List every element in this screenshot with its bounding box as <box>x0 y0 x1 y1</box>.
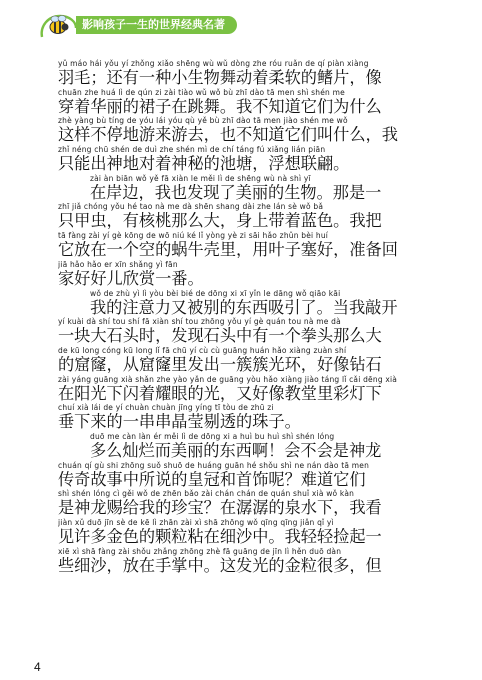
text-line <box>58 402 428 431</box>
chinese-line: 家好好儿欣赏一番。 <box>58 269 204 287</box>
chinese-line: 它放在一个空的蜗牛壳里，用叶子塞好，准备回 <box>58 241 398 259</box>
chinese-line: 在岸边，我也发现了美丽的生物。那是一 <box>90 183 382 201</box>
text-line <box>58 87 428 116</box>
pinyin-line: yí kuài dà shí tou shí fā xiàn shí tou zhōng yǒu yí gè quán tou nà me dà <box>58 317 341 327</box>
pinyin-line: chuán qí gù shi zhōng suǒ shuō de huáng guān hé shǒu shì ne nán dào tā men <box>58 460 370 470</box>
pinyin-line: xiē xì shā fàng zài shǒu zhǎng zhōng zhè fā guāng de jīn lì hěn duō dàn <box>58 546 342 556</box>
chinese-line: 是神龙赐给我的珍宝？在潺潺的泉水下，我看 <box>58 499 382 517</box>
pinyin-line: wǒ de zhù yì lì yòu bèi bié de dōng xi xī yǐn le dāng wǒ qiāo kāi <box>90 288 341 298</box>
pinyin-line: yǔ máo hái yǒu yí zhǒng xiǎo shēng wù wǔ dòng zhe róu ruǎn de qí piàn xiàng <box>58 59 369 68</box>
text-line <box>58 316 428 345</box>
chinese-line: 在阳光下闪着耀眼的光，又好像教堂里彩灯下 <box>58 384 382 402</box>
pinyin-line: zài àn biān wǒ yě fā xiàn le měi lì de shēng wù nà shì yī <box>90 173 311 183</box>
text-line <box>58 345 428 374</box>
chinese-line: 羽毛；还有一种小生物舞动着柔软的鳍片，像 <box>58 69 382 86</box>
text-line <box>58 488 428 517</box>
chinese-line: 只甲虫，有核桃那么大，身上带着蓝色。我把 <box>58 212 382 230</box>
pinyin-line: duō me càn làn ér měi lì de dōng xi a huì bu huì shì shén lóng <box>90 431 335 441</box>
chinese-line: 这样不停地游来游去，也不知道它们叫什么，我 <box>58 126 398 144</box>
pinyin-line: chuān zhe huá lì de qún zi zài tiào wǔ wǒ bù zhī dào tā men shì shén me <box>58 87 345 97</box>
bee-logo-icon <box>38 10 80 40</box>
pinyin-line: jiā hǎo hǎo er xīn shǎng yì fān <box>58 259 178 269</box>
chinese-line: 些细沙，放在手掌中。这发光的金粒很多，但 <box>58 556 382 574</box>
text-line <box>58 517 428 546</box>
pinyin-line: zhī jiǎ chóng yǒu hé tao nà me dà shēn shang dài zhe lán sè wǒ bǎ <box>58 202 324 212</box>
page-number: 4 <box>34 660 41 674</box>
chinese-line: 我的注意力又被别的东西吸引了。当我敲开 <box>90 298 398 316</box>
text-line <box>58 259 428 288</box>
chinese-line: 一块大石头时，发现石头中有一个拳头那么大 <box>58 327 382 345</box>
story-text <box>58 58 428 574</box>
chinese-line: 穿着华丽的裙子在跳舞。我不知道它们为什么 <box>58 97 382 115</box>
pinyin-line: de kū long cóng kū long lǐ fā chū yí cù cù guāng huán hǎo xiàng zuàn shí <box>58 345 347 355</box>
text-line <box>58 115 428 144</box>
chinese-line: 的窟窿，从窟窿里发出一簇簇光环，好像钻石 <box>58 355 382 373</box>
text-line <box>58 288 428 317</box>
text-line <box>58 374 428 403</box>
pinyin-line: shì shén lóng cì gěi wǒ de zhēn bǎo zài chán chán de quán shuǐ xià wǒ kàn <box>58 489 355 499</box>
text-line <box>58 173 428 202</box>
text-line <box>58 58 428 87</box>
pinyin-line: zhè yàng bù tíng de yóu lái yóu qù yě bù zhī dào tā men jiào shén me wǒ <box>58 116 348 126</box>
pinyin-line: tā fàng zài yí gè kōng de wō niú ké lǐ yòng yè zi sāi hǎo zhǔn bèi huí <box>58 231 329 241</box>
pinyin-line: zài yáng guāng xià shǎn zhe yào yǎn de guāng yòu hǎo xiàng jiào táng lǐ cǎi dēng xià <box>58 374 398 384</box>
text-line <box>58 201 428 230</box>
text-line <box>58 144 428 173</box>
text-line <box>58 546 428 575</box>
chinese-line: 只能出神地对着神秘的池塘，浮想联翩。 <box>58 155 350 173</box>
chinese-line: 垂下来的一串串晶莹剔透的珠子。 <box>58 413 301 431</box>
chinese-line: 见许多金色的颗粒粘在细沙中。我轻轻捡起一 <box>58 528 382 545</box>
chinese-line: 传奇故事中所说的皇冠和首饰呢？难道它们 <box>58 470 366 488</box>
pinyin-line: zhǐ néng chū shén de duì zhe shén mì de chí táng fú xiǎng lián piān <box>58 145 326 155</box>
text-line <box>58 431 428 460</box>
pinyin-line: jiàn xǔ duō jīn sè de kē lì zhān zài xì shā zhōng wǒ qīng qīng jiǎn qǐ yì <box>58 518 334 527</box>
text-line <box>58 460 428 489</box>
text-line <box>58 230 428 259</box>
page-header <box>38 10 237 40</box>
header-title: 影响孩子一生的世界经典名著 <box>76 16 237 34</box>
pinyin-line: chuí xià lái de yí chuàn chuàn jīng yíng tī tòu de zhū zi <box>58 403 274 413</box>
chinese-line: 多么灿烂而美丽的东西啊！会不会是神龙 <box>90 441 382 459</box>
